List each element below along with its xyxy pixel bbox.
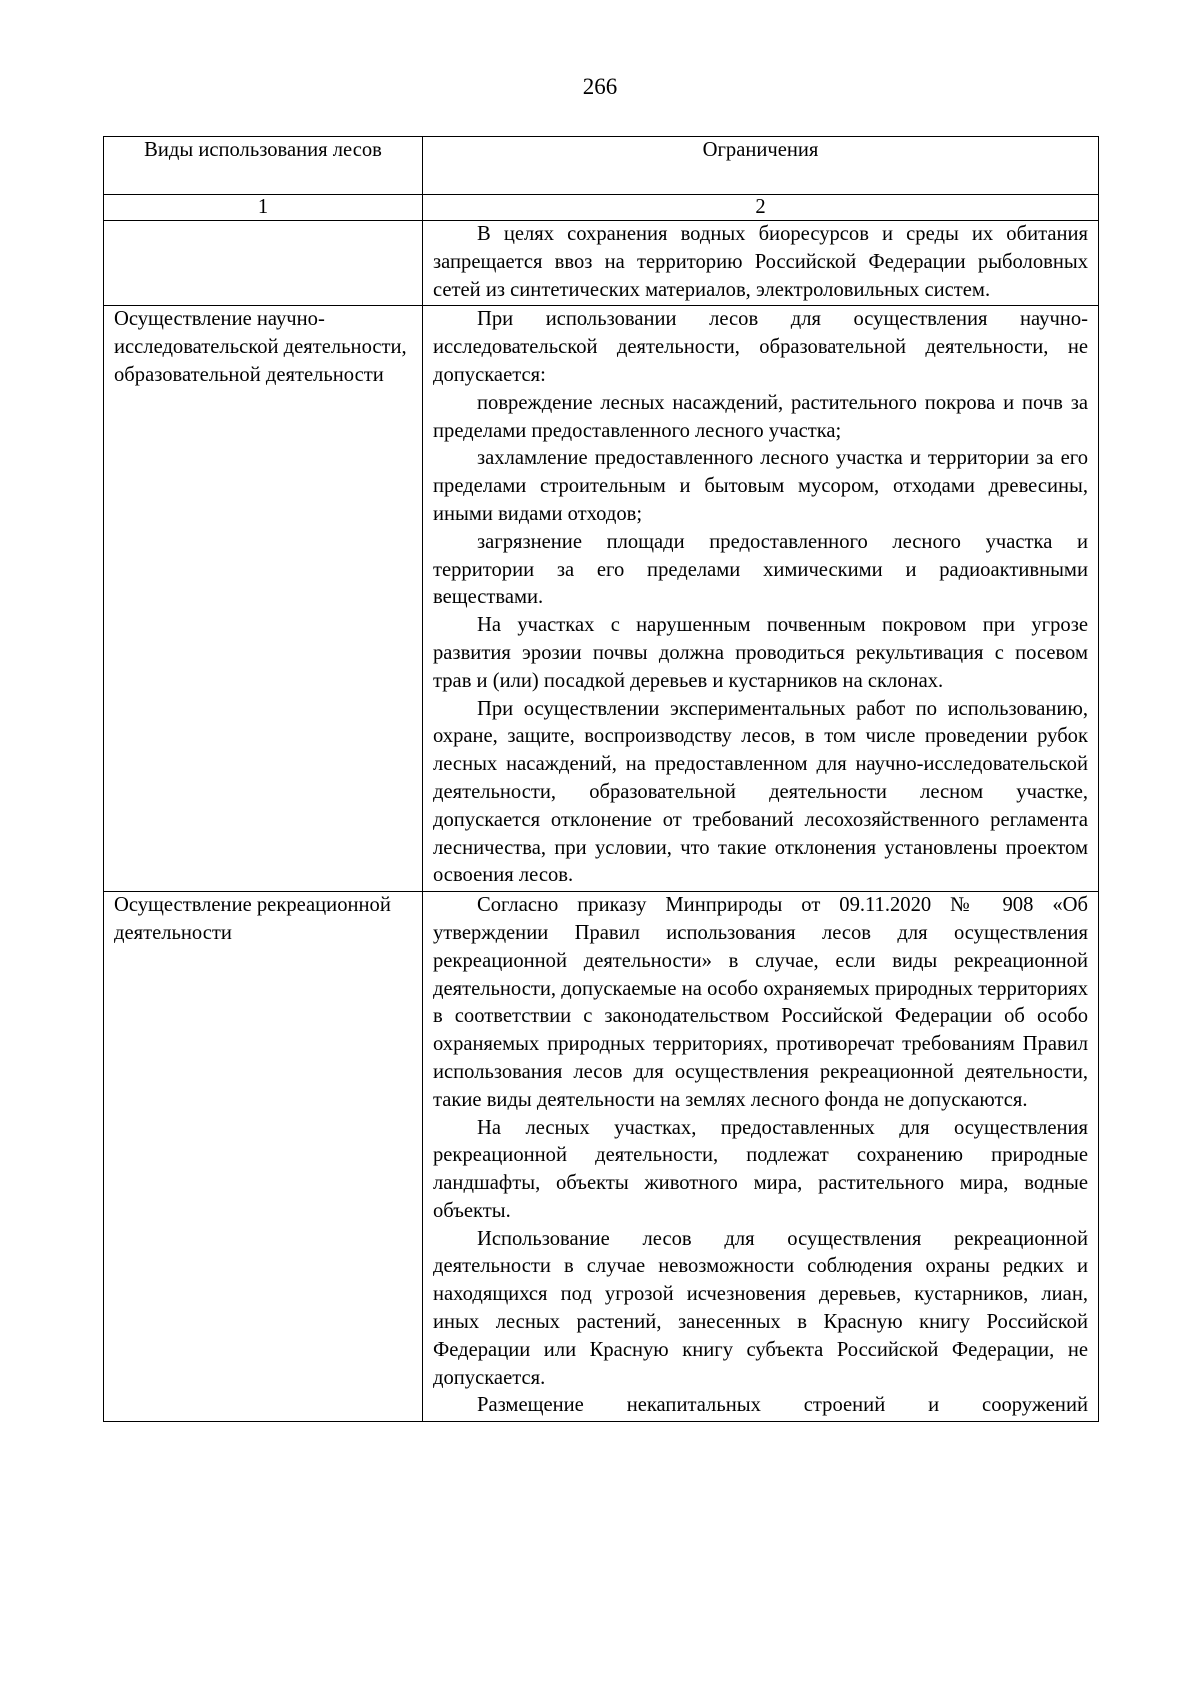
row-kind-text: Осуществление научно-исследовательской деятельности, образовательной деятельности (114, 308, 407, 386)
page-number: 266 (582, 74, 618, 99)
restriction-paragraph: На лесных участках, предоставленных для осуществления рекреационной деятельности, подлежат сохранению природные ландшафты, объекты животного мира, растительного мира, водные объекты. (433, 1116, 1088, 1222)
restriction-paragraph: При использовании лесов для осуществления научно-исследовательской деятельности, образовательной деятельности, не допускается: (433, 308, 1088, 386)
table-row (104, 221, 1099, 306)
row-kind (104, 306, 423, 892)
restriction-paragraph: Использование лесов для осуществления рекреационной деятельности в случае невозможности соблюдения охраны редких и находящихся под угрозой исчезновения деревьев, кустарников, лиан, иных лесных растений, занесенных в Красную книгу Российской Федерации или Красную книгу субъекта Российской Федерации, не допускается. (433, 1227, 1088, 1389)
column-number-1: 1 (104, 195, 423, 221)
row-kind (104, 892, 423, 1422)
restriction-paragraph: повреждение лесных насаждений, растительного покрова и почв за пределами предоставленного лесного участка; (433, 391, 1088, 442)
restriction-paragraph: захламление предоставленного лесного участка и территории за его пределами строительным и бытовым мусором, отходами древесины, иными видами отходов; (433, 447, 1088, 525)
row-restrictions (423, 306, 1099, 892)
restriction-paragraph: В целях сохранения водных биоресурсов и среды их обитания запрещается ввоз на территорию Российской Федерации рыболовных сетей из синтетических материалов, электроловильных систем. (433, 223, 1088, 301)
row-kind (104, 221, 423, 306)
column-number-2: 2 (423, 195, 1099, 221)
row-restrictions (423, 221, 1099, 306)
restriction-paragraph: На участках с нарушенным почвенным покровом при угрозе развития эрозии почвы должна проводиться рекультивация с посевом трав и (или) посадкой деревьев и кустарников на склонах. (433, 614, 1088, 692)
column-number-row (104, 195, 1099, 221)
header-restrictions: Ограничения (423, 137, 1099, 195)
table-row (104, 306, 1099, 892)
row-kind-text: Осуществление рекреационной деятельности (114, 894, 391, 944)
row-restrictions (423, 892, 1099, 1422)
table-row (104, 892, 1099, 1422)
table-header-row (104, 137, 1099, 195)
restriction-paragraph: Размещение некапитальных строений и сооружений (477, 1394, 1088, 1417)
forest-use-restrictions-table (103, 136, 1099, 1422)
restriction-paragraph: загрязнение площади предоставленного лесного участка и территории за его пределами химическими и радиоактивными веществами. (433, 530, 1088, 609)
header-forest-use-types: Виды использования лесов (104, 137, 423, 195)
restriction-paragraph: Согласно приказу Минприроды от 09.11.2020 № 908 «Об утверждении Правил использования лесов для осуществления рекреационной деятельности» в случае, если виды рекреационной деятельности, допускаемые на особо охраняемых природных территориях в соответствии с законодательством Российской Федерации об особо охраняемых природных территориях, противоречат требованиям Правил использования лесов для осуществления рекреационной деятельности, такие виды деятельности на землях лесного фонда не допускаются. (433, 894, 1088, 1111)
restriction-paragraph: При осуществлении экспериментальных работ по использованию, охране, защите, воспроизводству лесов, в том числе проведении рубок лесных насаждений, на предоставленном для научно-исследовательской деятельности, образовательной деятельности лесном участке, допускается отклонение от требований лесохозяйственного регламента лесничества, при условии, что такие отклонения установлены проектом освоения лесов. (433, 697, 1088, 887)
